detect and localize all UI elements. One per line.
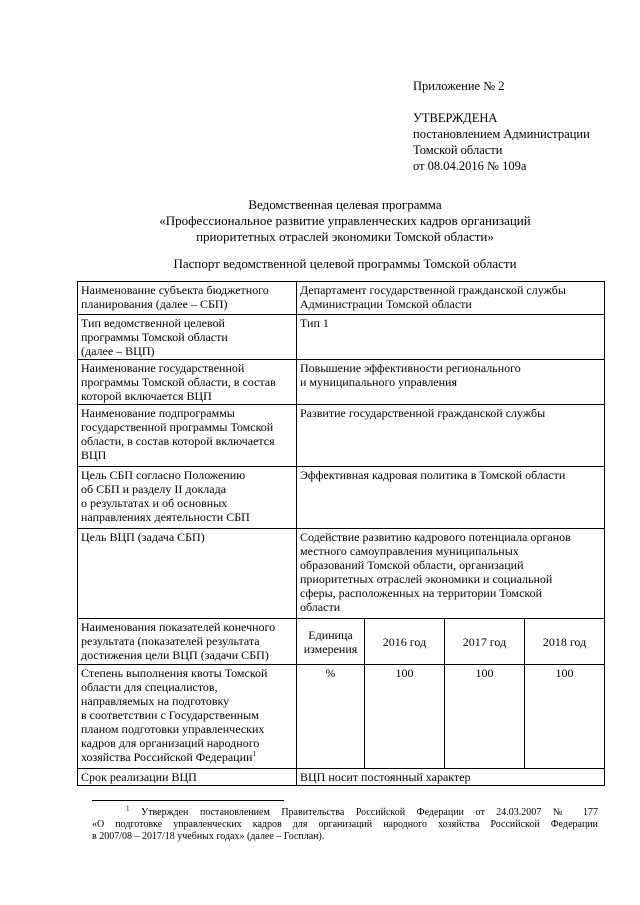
label-cell: Тип ведомственной целевой программы Томской области (далее – ВЦП) — [78, 315, 297, 360]
label-cell: Цель СБП согласно Положению об СБП и разделу II доклада о результатах и об основных направлениях деятельности СБП — [78, 467, 297, 529]
appendix-number: Приложение № 2 — [413, 79, 505, 93]
value-cell: Повышение эффективности регионального и муниципального управления — [297, 360, 605, 405]
approval-block — [413, 110, 590, 174]
approval-line-1: постановлением Администрации — [413, 127, 590, 141]
table-row-sbp-goal — [78, 467, 605, 529]
year-header-2016: 2016 год — [365, 619, 445, 665]
label-cell: Наименование государственной программы Томской области, в состав которой включается ВЦП — [78, 360, 297, 405]
label-cell: Срок реализации ВЦП — [78, 769, 297, 786]
program-title-line-2: «Профессиональное развитие управленческих кадров организаций — [159, 213, 531, 228]
table-row-type — [78, 315, 605, 360]
label-cell: Цель ВЦП (задача СБП) — [78, 529, 297, 619]
value-2018-cell: 100 — [525, 665, 605, 769]
table-row-subprogram — [78, 405, 605, 467]
table-row-indicator — [78, 665, 605, 769]
table-row-subject — [78, 282, 605, 315]
table-row-state-program — [78, 360, 605, 405]
value-cell: Содействие развитию кадрового потенциала органов местного самоуправления муниципальных образований Томской области, организаций приоритетных отраслей экономики и социальной сферы, расположенных на территории Томской области — [297, 529, 605, 619]
label-cell: Наименование субъекта бюджетного планирования (далее – СБП) — [78, 282, 297, 315]
approval-word: УТВЕРЖДЕНА — [413, 111, 498, 125]
label-cell: Степень выполнения квоты Томской области для специалистов, направляемых на подготовку в соответствии с Государственным планом подготовки управленческих кадров для организаций народного хозяйства Российской Федерации$^1$ — [78, 665, 297, 769]
unit-header-cell: Единица измерения — [297, 619, 365, 665]
table-row-vcp-goal — [78, 529, 605, 619]
program-title — [80, 197, 610, 245]
value-cell: Эффективная кадровая политика в Томской области — [297, 467, 605, 529]
program-title-line-1: Ведомственная целевая программа — [248, 197, 442, 212]
value-cell: ВЦП носит постоянный характер — [297, 769, 605, 786]
approval-line-2: Томской области — [413, 143, 503, 157]
footnote-divider — [92, 800, 284, 801]
passport-title: Паспорт ведомственной целевой программы Томской области — [173, 256, 517, 271]
footnote-line-3: в 2007/08 – 2017/18 учебных годах» (далее – Госплан). — [92, 831, 325, 842]
table-row-indicators-header — [78, 619, 605, 665]
value-2016-cell: 100 — [365, 665, 445, 769]
table-row-term — [78, 769, 605, 786]
footnote-number: 1 — [126, 804, 130, 813]
unit-cell: % — [297, 665, 365, 769]
year-header-2017: 2017 год — [445, 619, 525, 665]
label-cell: Наименование подпрограммы государственной программы Томской области, в состав которой включается ВЦП — [78, 405, 297, 467]
value-cell: Департамент государственной гражданской службы Администрации Томской области — [297, 282, 605, 315]
footnote-line-2: «О подготовке управленческих кадров для организаций народного хозяйства Российской Федерации — [92, 819, 598, 830]
approval-line-3: от 08.04.2016 № 109а — [413, 159, 527, 173]
value-cell: Тип 1 — [297, 315, 605, 360]
value-2017-cell: 100 — [445, 665, 525, 769]
footnote-line-1: Утвержден постановлением Правительства Российской Федерации от 24.03.2007 № 177 — [141, 807, 598, 818]
program-title-line-3: приоритетных отраслей экономики Томской области» — [196, 229, 494, 244]
footnote — [92, 804, 598, 843]
year-header-2018: 2018 год — [525, 619, 605, 665]
footnote-mark: 1 — [252, 750, 256, 758]
label-cell: Наименования показателей конечного результата (показателей результата достижения цели ВЦП (задачи СБП) — [78, 619, 297, 665]
value-cell: Развитие государственной гражданской службы — [297, 405, 605, 467]
passport-table — [77, 281, 605, 786]
